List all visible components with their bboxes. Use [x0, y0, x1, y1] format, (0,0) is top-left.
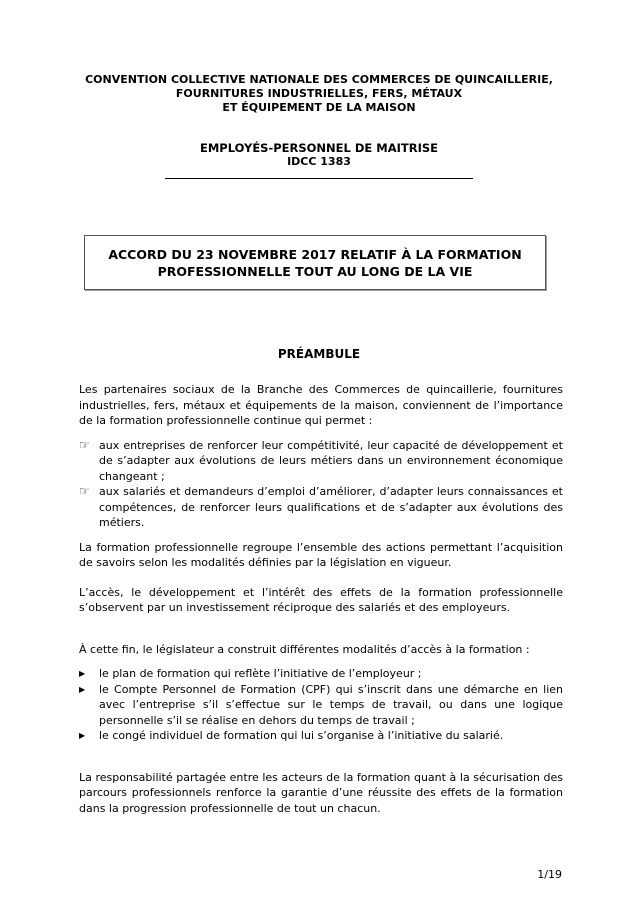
preamble-body: [79, 382, 563, 816]
triangle-bullet-icon: ▶: [79, 669, 86, 678]
triangle-bullet-icon: ▶: [79, 731, 86, 740]
list-item: ☞ aux salariés et demandeurs d’emploi d’améliorer, d’adapter leurs connaissances et compétences, de renforcer leurs qualifications et de s’adapter aux évolutions des métiers.: [79, 484, 563, 529]
paragraph: À cette fin, le législateur a construit différentes modalités d’accès à la formation :: [79, 642, 530, 656]
accord-title-line-1: ACCORD DU 23 NOVEMBRE 2017 RELATIF À LA FORMATION: [108, 246, 522, 262]
page-number: 1/19: [537, 868, 562, 881]
list-item: ▶ le Compte Personnel de Formation (CPF) qui s’inscrit dans une démarche en lien avec l’entreprise s’il s’effectue sur le temps de travail, ou dans une logique personnelle s’il se réalise en dehors du temps de travail ;: [79, 682, 563, 727]
list-item: ▶ le congé individuel de formation qui lui s’organise à l’initiative du salarié.: [79, 729, 504, 742]
accord-title-line-2: PROFESSIONNELLE TOUT AU LONG DE LA VIE: [157, 263, 473, 279]
accord-title-box: [84, 235, 546, 290]
subheader-title: EMPLOYÉS-PERSONNEL DE MAITRISE: [199, 141, 439, 155]
list-item: ☞ aux entreprises de renforcer leur compétitivité, leur capacité de développement et de s’adapter aux évolutions de leurs métiers dans un environnement économique changeant ;: [79, 437, 563, 483]
pointing-hand-icon: ☞: [79, 437, 90, 452]
divider-rule: [165, 178, 473, 179]
triangle-bullet-icon: ▶: [79, 684, 86, 694]
paragraph: La responsabilité partagée entre les acteurs de la formation quant à la sécurisation des parcours professionnels renforce la garantie d’une réussite des effets de la formation dans la progression professionnelle de tout un chacun.: [79, 770, 563, 815]
convention-header: [60, 73, 578, 115]
paragraph: L’accès, le développement et l’intérêt des effets de la formation professionnelle s’observent par un investissement réciproque des salariés et des employeurs.: [79, 585, 563, 614]
pointing-hand-icon: ☞: [79, 484, 90, 498]
header-line-1: CONVENTION COLLECTIVE NATIONALE DES COMMERCES DE QUINCAILLERIE,: [85, 73, 553, 86]
header-line-2: FOURNITURES INDUSTRIELLES, FERS, MÉTAUX: [175, 87, 463, 100]
paragraph: Les partenaires sociaux de la Branche des Commerces de quincaillerie, fournitures industrielles, fers, métaux et équipements de la maison, conviennent de l’importance de la formation professionnelle continue qui permet :: [79, 383, 563, 427]
idcc-number: IDCC 1383: [287, 155, 351, 168]
list-item: ▶ le plan de formation qui reflète l’initiative de l’employeur ;: [79, 667, 422, 680]
header-line-3: ET ÉQUIPEMENT DE LA MAISON: [222, 101, 416, 114]
paragraph: La formation professionnelle regroupe l’ensemble des actions permettant l’acquisition de savoirs selon les modalités définies par la législation en vigueur.: [79, 540, 563, 569]
preamble-title: PRÉAMBULE: [277, 347, 361, 361]
subheader: [60, 141, 578, 169]
